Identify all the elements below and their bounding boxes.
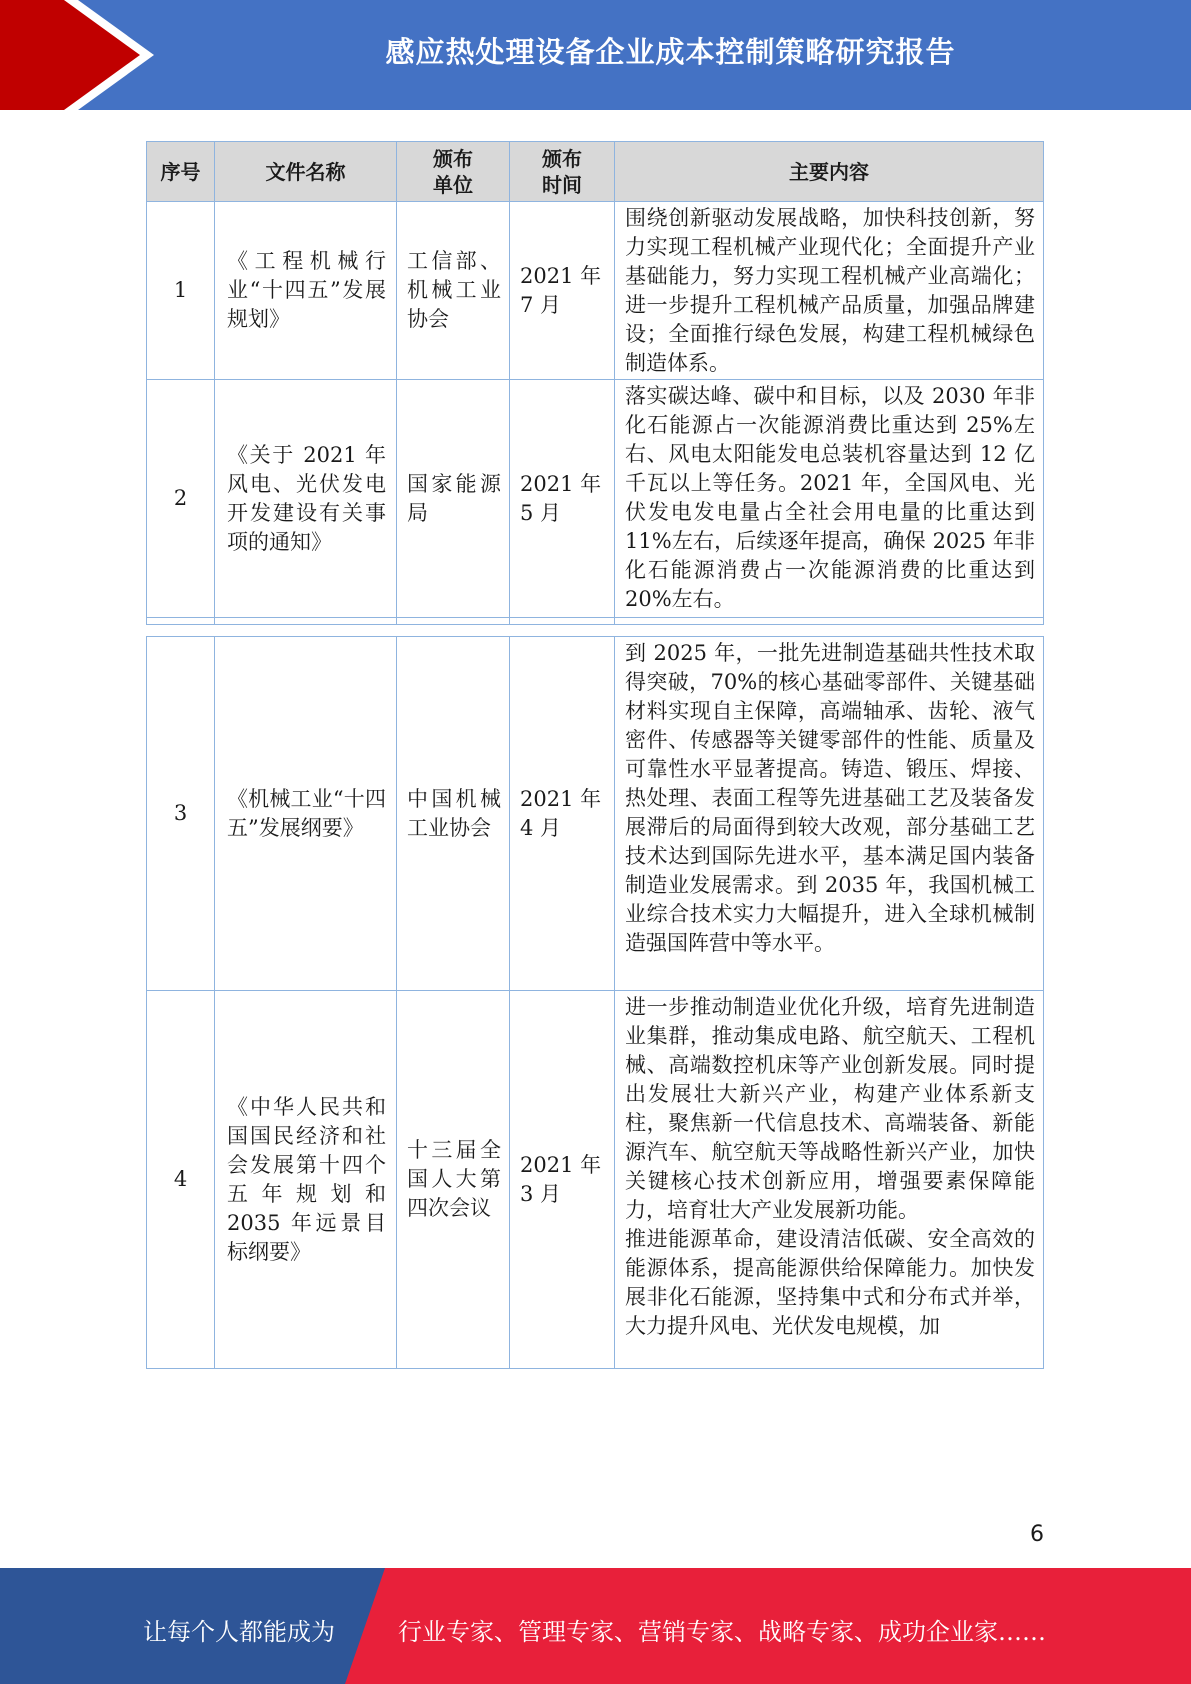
row-number: 2 <box>147 380 215 618</box>
table-row <box>147 637 1044 991</box>
policy-table-part-2 <box>146 636 1044 1369</box>
issuing-unit: 工信部、机械工业协会 <box>397 202 510 380</box>
row-number: 3 <box>147 637 215 991</box>
table-header-row <box>147 142 1044 202</box>
table-continuation-stub <box>147 618 1044 625</box>
issuing-unit: 中国机械工业协会 <box>397 637 510 991</box>
issue-date: 2021 年 7 月 <box>510 202 615 380</box>
issue-date: 2021 年 3 月 <box>510 991 615 1369</box>
table-row <box>147 380 1044 618</box>
page-title: 感应热处理设备企业成本控制策略研究报告 <box>385 35 956 69</box>
footer-slogan-left: 让每个人都能成为 <box>143 1618 335 1646</box>
document-name: 《机械工业“十四五”发展纲要》 <box>215 637 397 991</box>
issuing-unit: 国家能源局 <box>397 380 510 618</box>
content-paragraph: 落实碳达峰、碳中和目标，以及 2030 年非化石能源占一次能源消费比重达到 25%左右、风电太阳能发电总装机容量达到 12 亿千瓦以上等任务。2021 年，全国风电、光伏发电发电量占全社会用电量的比重达到 11%左右，后续逐年提高，确保 2025 年非化石能源消费占一次能源消费的比重达到 20%左右。 <box>625 384 1035 611</box>
policy-table-part-1 <box>146 141 1044 625</box>
main-content <box>615 380 1044 618</box>
content-paragraph: 推进能源革命，建设清洁低碳、安全高效的能源体系，提高能源供给保障能力。加快发展非化石能源，坚持集中式和分布式并举，大力提升风电、光伏发电规模，加 <box>625 1227 1035 1338</box>
column-header-issuer: 颁布 单位 <box>397 142 510 202</box>
document-name: 《工程机械行业“十四五”发展规划》 <box>215 202 397 380</box>
content-paragraph: 围绕创新驱动发展战略，加快科技创新，努力实现工程机械产业现代化；全面提升产业基础能力，努力实现工程机械产业高端化；进一步提升工程机械产品质量，加强品牌建设；全面推行绿色发展，构建工程机械绿色制造体系。 <box>625 206 1035 375</box>
table-row <box>147 202 1044 380</box>
document-name: 《中华人民共和国国民经济和社会发展第十四个五年规划和 2035 年远景目标纲要》 <box>215 991 397 1369</box>
column-header-num: 序号 <box>147 142 215 202</box>
content-paragraph: 到 2025 年，一批先进制造基础共性技术取得突破，70%的核心基础零部件、关键基础材料实现自主保障，高端轴承、齿轮、液气密件、传感器等关键零部件的性能、质量及可靠性水平显著提高。铸造、锻压、焊接、热处理、表面工程等先进基础工艺及装备发展滞后的局面得到较大改观，部分基础工艺技术达到国际先进水平，基本满足国内装备制造业发展需求。到 2035 年，我国机械工业综合技术实力大幅提升，进入全球机械制造强国阵营中等水平。 <box>625 641 1035 955</box>
row-number: 4 <box>147 991 215 1369</box>
document-name: 《关于 2021 年风电、光伏发电开发建设有关事项的通知》 <box>215 380 397 618</box>
issue-date: 2021 年 4 月 <box>510 637 615 991</box>
main-content <box>615 637 1044 991</box>
main-content <box>615 991 1044 1369</box>
table-row <box>147 991 1044 1369</box>
main-content <box>615 202 1044 380</box>
footer-slogan-right: 行业专家、管理专家、营销专家、战略专家、成功企业家…… <box>398 1618 1046 1646</box>
column-header-date: 颁布 时间 <box>510 142 615 202</box>
issuing-unit: 十三届全国人大第四次会议 <box>397 991 510 1369</box>
issue-date: 2021 年 5 月 <box>510 380 615 618</box>
column-header-content: 主要内容 <box>615 142 1044 202</box>
content-paragraph: 进一步推动制造业优化升级，培育先进制造业集群，推动集成电路、航空航天、工程机械、高端数控机床等产业创新发展。同时提出发展壮大新兴产业，构建产业体系新支柱，聚焦新一代信息技术、高端装备、新能源汽车、航空航天等战略性新兴产业，加快关键核心技术创新应用，增强要素保障能力，培育壮大产业发展新功能。 <box>625 995 1035 1222</box>
row-number: 1 <box>147 202 215 380</box>
page-number: 6 <box>1030 1522 1044 1547</box>
column-header-name: 文件名称 <box>215 142 397 202</box>
